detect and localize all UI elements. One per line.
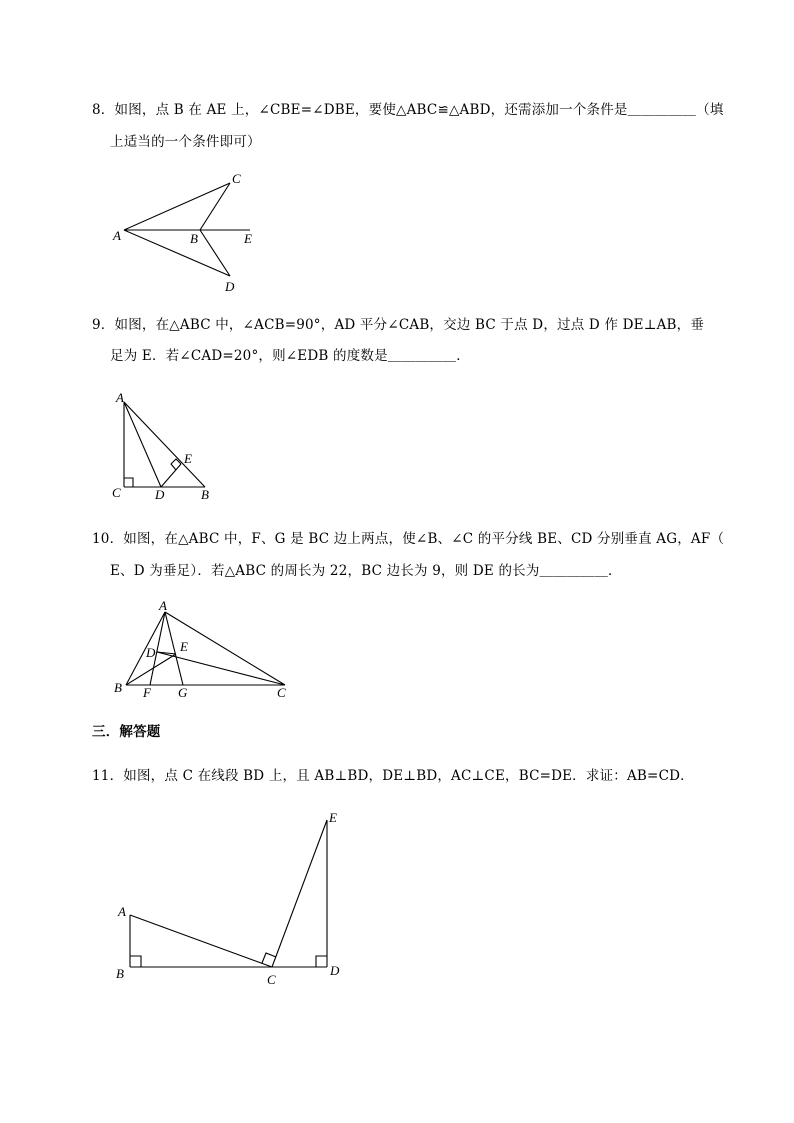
q8-segment-DB bbox=[200, 230, 230, 276]
q11-segment-AC bbox=[130, 915, 272, 967]
q9-segment-AD bbox=[124, 402, 161, 487]
q11-text-line1: 11．如图，点 C 在线段 BD 上，且 AB⊥BD，DE⊥BD，AC⊥CE，BC=DE．求证：AB=CD． bbox=[92, 768, 694, 784]
q8-text-line2: 上适当的一个条件即可） bbox=[110, 134, 261, 150]
q8-segment-AD bbox=[124, 230, 230, 276]
q10-label-F: F bbox=[143, 685, 151, 700]
q11-segment-CE bbox=[272, 820, 327, 967]
q8-text-line1: 8．如图，点 B 在 AE 上，∠CBE=∠DBE，要使△ABC≌△ABD，还需添加一个条件是＿＿＿＿＿（填 bbox=[92, 102, 724, 118]
q11-label-D: D bbox=[330, 963, 340, 978]
q10-segment-AG bbox=[165, 612, 183, 685]
q10-segment-BE bbox=[126, 654, 176, 685]
q10-label-E: E bbox=[180, 639, 188, 654]
q9-label-A: A bbox=[116, 390, 124, 405]
q11-label-A: A bbox=[118, 904, 126, 919]
q11-right-angle-C bbox=[262, 953, 276, 963]
q9-right-angle-C bbox=[124, 478, 133, 487]
q9-label-B: B bbox=[201, 487, 209, 502]
q10-label-D: D bbox=[146, 645, 156, 660]
q8-label-E: E bbox=[244, 231, 252, 246]
q9-segment-DE bbox=[161, 464, 181, 487]
q8-label-D: D bbox=[225, 279, 235, 294]
q9-text-line1: 9．如图，在△ABC 中，∠ACB=90°，AD 平分∠CAB，交边 BC 于点 D，过点 D 作 DE⊥AB，垂 bbox=[92, 317, 705, 333]
q10-label-C: C bbox=[277, 685, 286, 700]
q10-label-B: B bbox=[114, 680, 122, 695]
q10-segment-AC bbox=[165, 612, 285, 685]
q8-label-A: A bbox=[113, 228, 121, 243]
q10-segment-AB bbox=[126, 612, 165, 685]
q11-right-angle-B bbox=[130, 956, 141, 967]
q10-segment-AF bbox=[150, 612, 165, 685]
q11-label-E: E bbox=[329, 810, 337, 825]
q10-label-A: A bbox=[159, 598, 167, 613]
q9-right-angle-E bbox=[171, 459, 181, 470]
q10-text-line2: E、D 为垂足）．若△ABC 的周长为 22，BC 边长为 9，则 DE 的长为＿＿＿＿＿． bbox=[110, 563, 622, 579]
q11-right-angle-D bbox=[316, 956, 327, 967]
q9-label-E: E bbox=[184, 451, 192, 466]
q8-segment-CB bbox=[200, 183, 230, 230]
q11-label-C: C bbox=[267, 972, 276, 987]
q10-segment-DE bbox=[157, 652, 176, 654]
q8-label-B: B bbox=[190, 231, 198, 246]
q9-label-C: C bbox=[112, 485, 121, 500]
q10-text-line1: 10．如图，在△ABC 中，F、G 是 BC 边上两点，使∠B、∠C 的平分线 BE、CD 分别垂直 AG，AF（ bbox=[92, 531, 725, 547]
q8-segment-AC bbox=[124, 183, 230, 230]
q8-label-C: C bbox=[232, 171, 241, 186]
q10-label-G: G bbox=[178, 685, 188, 700]
q10-segment-CD bbox=[157, 652, 285, 685]
q11-label-B: B bbox=[116, 966, 124, 981]
section-heading-answer-questions: 三．解答题 bbox=[92, 724, 161, 740]
q9-text-line2: 足为 E．若∠CAD=20°，则∠EDB 的度数是＿＿＿＿＿． bbox=[110, 348, 471, 364]
q9-label-D: D bbox=[155, 487, 165, 502]
q9-segment-AB bbox=[124, 402, 205, 487]
